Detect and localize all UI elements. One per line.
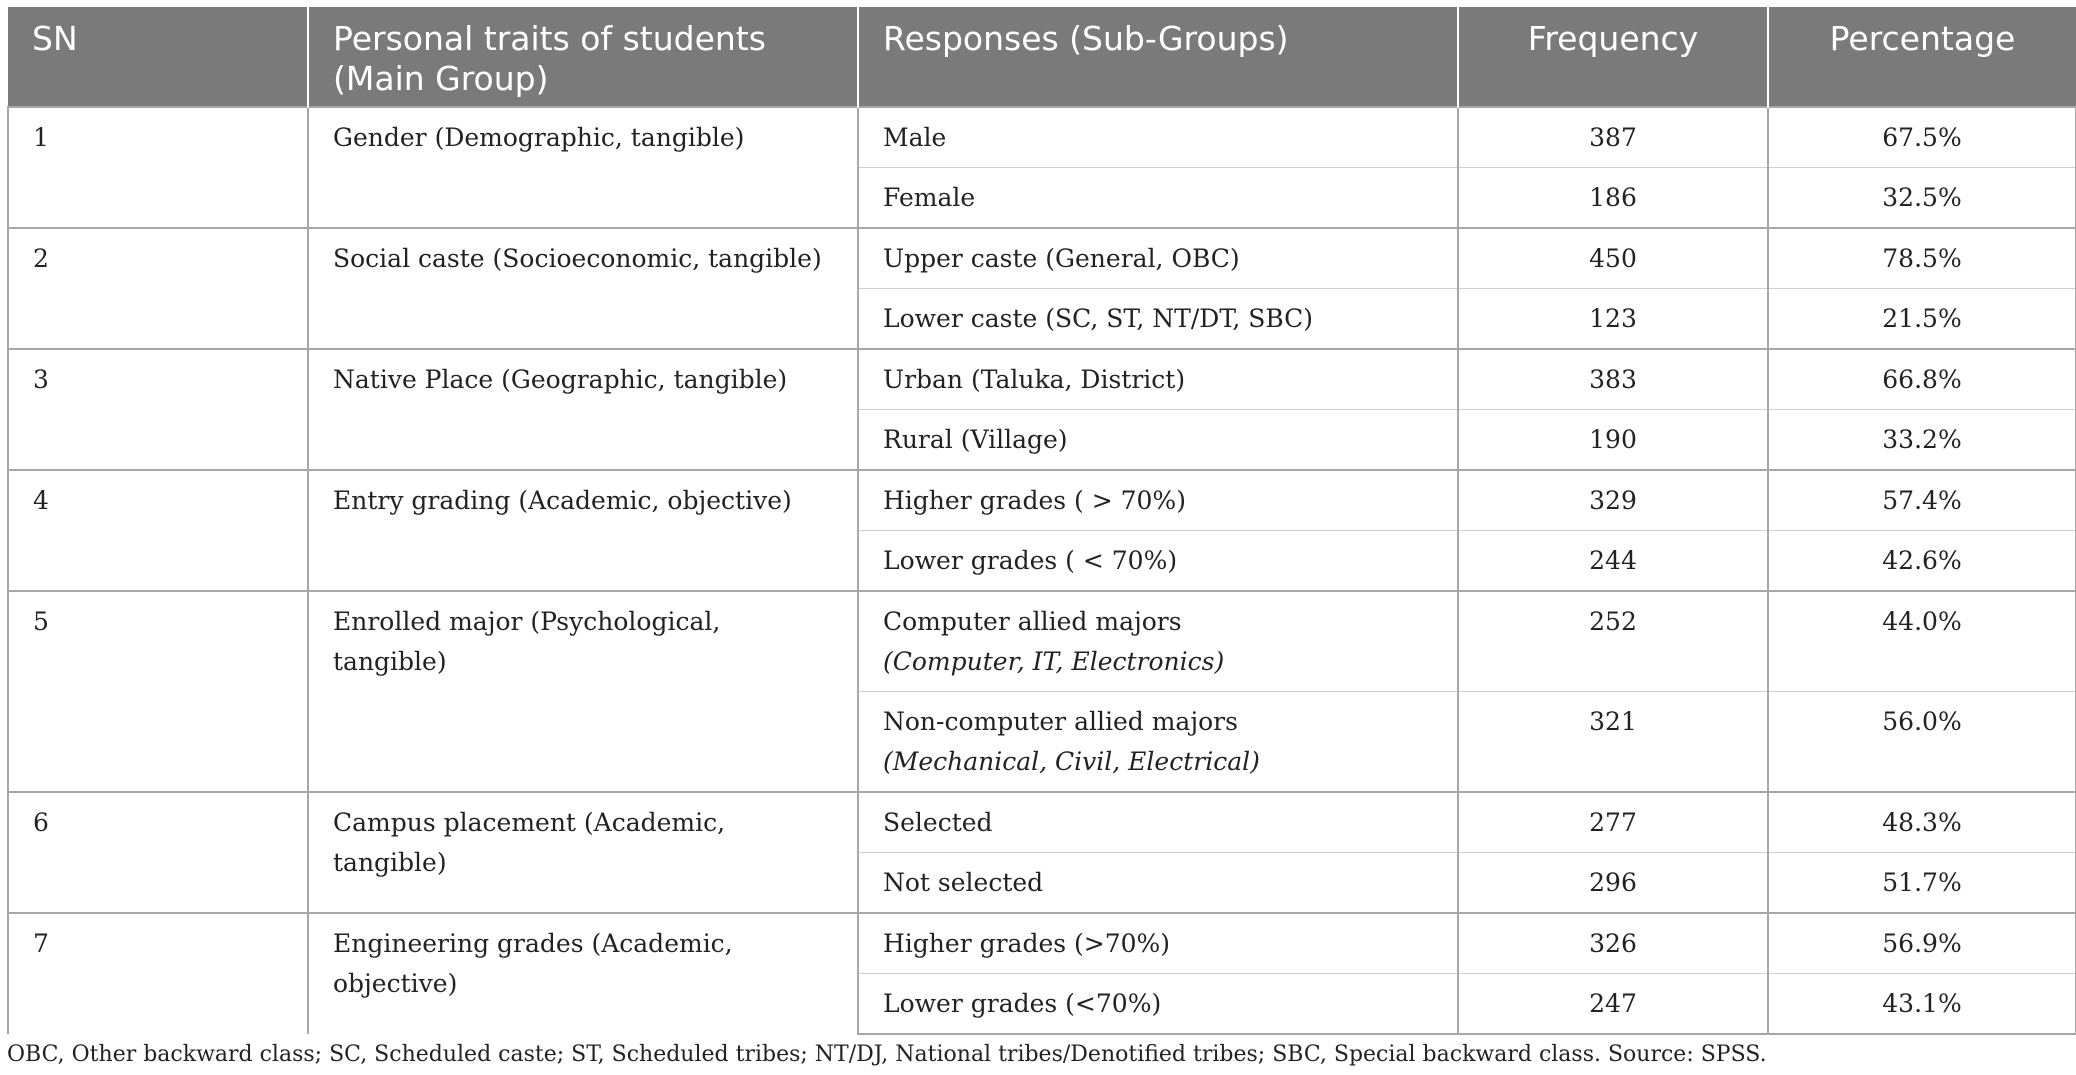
cell-percentage: 51.7% (1768, 853, 2076, 914)
response-label: Higher grades (>70%) (883, 929, 1171, 958)
cell-frequency: 186 (1458, 168, 1768, 229)
cell-trait: Campus placement (Academic, tangible) (308, 792, 858, 913)
cell-frequency: 277 (1458, 792, 1768, 853)
table-body (8, 107, 2076, 1034)
table-row (8, 591, 2076, 692)
response-label: Male (883, 123, 947, 152)
cell-percentage: 48.3% (1768, 792, 2076, 853)
traits-table (7, 7, 2076, 1035)
cell-response (858, 692, 1458, 793)
response-label: Non-computer allied majors (883, 707, 1238, 736)
cell-trait: Gender (Demographic, tangible) (308, 107, 858, 228)
cell-sn: 2 (8, 228, 308, 349)
cell-frequency: 247 (1458, 974, 1768, 1035)
cell-frequency: 123 (1458, 289, 1768, 350)
cell-frequency: 321 (1458, 692, 1768, 793)
response-label: Selected (883, 808, 993, 837)
header-trait: Personal traits of students (Main Group) (308, 7, 858, 107)
cell-frequency: 326 (1458, 913, 1768, 974)
table-row (8, 470, 2076, 531)
cell-trait: Engineering grades (Academic, objective) (308, 913, 858, 1034)
cell-percentage: 33.2% (1768, 410, 2076, 471)
response-label: Lower caste (SC, ST, NT/DT, SBC) (883, 304, 1314, 333)
table-footnote: OBC, Other backward class; SC, Scheduled caste; ST, Scheduled tribes; NT/DJ, National tribes/Denotified tribes; SBC, Special backward class. Source: SPSS. (7, 1042, 1767, 1067)
cell-frequency: 450 (1458, 228, 1768, 289)
cell-frequency: 387 (1458, 107, 1768, 168)
response-label: Higher grades ( > 70%) (883, 486, 1186, 515)
cell-frequency: 244 (1458, 531, 1768, 592)
response-label: Not selected (883, 868, 1044, 897)
cell-response (858, 853, 1458, 914)
table-row (8, 349, 2076, 410)
cell-response (858, 470, 1458, 531)
cell-sn: 3 (8, 349, 308, 470)
cell-response (858, 228, 1458, 289)
cell-response (858, 913, 1458, 974)
cell-response (858, 591, 1458, 692)
response-note: (Mechanical, Civil, Electrical) (883, 747, 1260, 776)
cell-percentage: 56.9% (1768, 913, 2076, 974)
cell-percentage: 43.1% (1768, 974, 2076, 1035)
header-frequency: Frequency (1458, 7, 1768, 107)
cell-percentage: 57.4% (1768, 470, 2076, 531)
cell-percentage: 67.5% (1768, 107, 2076, 168)
header-responses: Responses (Sub-Groups) (858, 7, 1458, 107)
response-label: Female (883, 183, 976, 212)
cell-response (858, 107, 1458, 168)
header-percentage: Percentage (1768, 7, 2076, 107)
response-label: Computer allied majors (883, 607, 1182, 636)
cell-sn: 5 (8, 591, 308, 792)
cell-percentage: 32.5% (1768, 168, 2076, 229)
response-label: Lower grades ( < 70%) (883, 546, 1178, 575)
table-row (8, 228, 2076, 289)
response-label: Upper caste (General, OBC) (883, 244, 1240, 273)
cell-response (858, 168, 1458, 229)
cell-percentage: 78.5% (1768, 228, 2076, 289)
cell-percentage: 21.5% (1768, 289, 2076, 350)
cell-trait: Social caste (Socioeconomic, tangible) (308, 228, 858, 349)
response-note: (Computer, IT, Electronics) (883, 647, 1225, 676)
cell-trait: Enrolled major (Psychological, tangible) (308, 591, 858, 792)
cell-response (858, 410, 1458, 471)
cell-response (858, 792, 1458, 853)
cell-percentage: 66.8% (1768, 349, 2076, 410)
cell-response (858, 289, 1458, 350)
cell-frequency: 190 (1458, 410, 1768, 471)
cell-percentage: 42.6% (1768, 531, 2076, 592)
response-label: Urban (Taluka, District) (883, 365, 1186, 394)
cell-sn: 4 (8, 470, 308, 591)
cell-frequency: 383 (1458, 349, 1768, 410)
cell-percentage: 56.0% (1768, 692, 2076, 793)
table-row (8, 107, 2076, 168)
cell-response (858, 974, 1458, 1035)
header-row (8, 7, 2076, 107)
cell-frequency: 252 (1458, 591, 1768, 692)
cell-trait: Native Place (Geographic, tangible) (308, 349, 858, 470)
table-row (8, 913, 2076, 974)
cell-sn: 6 (8, 792, 308, 913)
cell-response (858, 531, 1458, 592)
cell-response (858, 349, 1458, 410)
cell-percentage: 44.0% (1768, 591, 2076, 692)
cell-sn: 7 (8, 913, 308, 1034)
table-container (7, 7, 2075, 1035)
header-sn: SN (32, 19, 78, 58)
cell-frequency: 329 (1458, 470, 1768, 531)
response-label: Rural (Village) (883, 425, 1068, 454)
table-header (8, 7, 2076, 107)
response-label: Lower grades (<70%) (883, 989, 1162, 1018)
cell-trait: Entry grading (Academic, objective) (308, 470, 858, 591)
table-row (8, 792, 2076, 853)
cell-sn: 1 (8, 107, 308, 228)
cell-frequency: 296 (1458, 853, 1768, 914)
